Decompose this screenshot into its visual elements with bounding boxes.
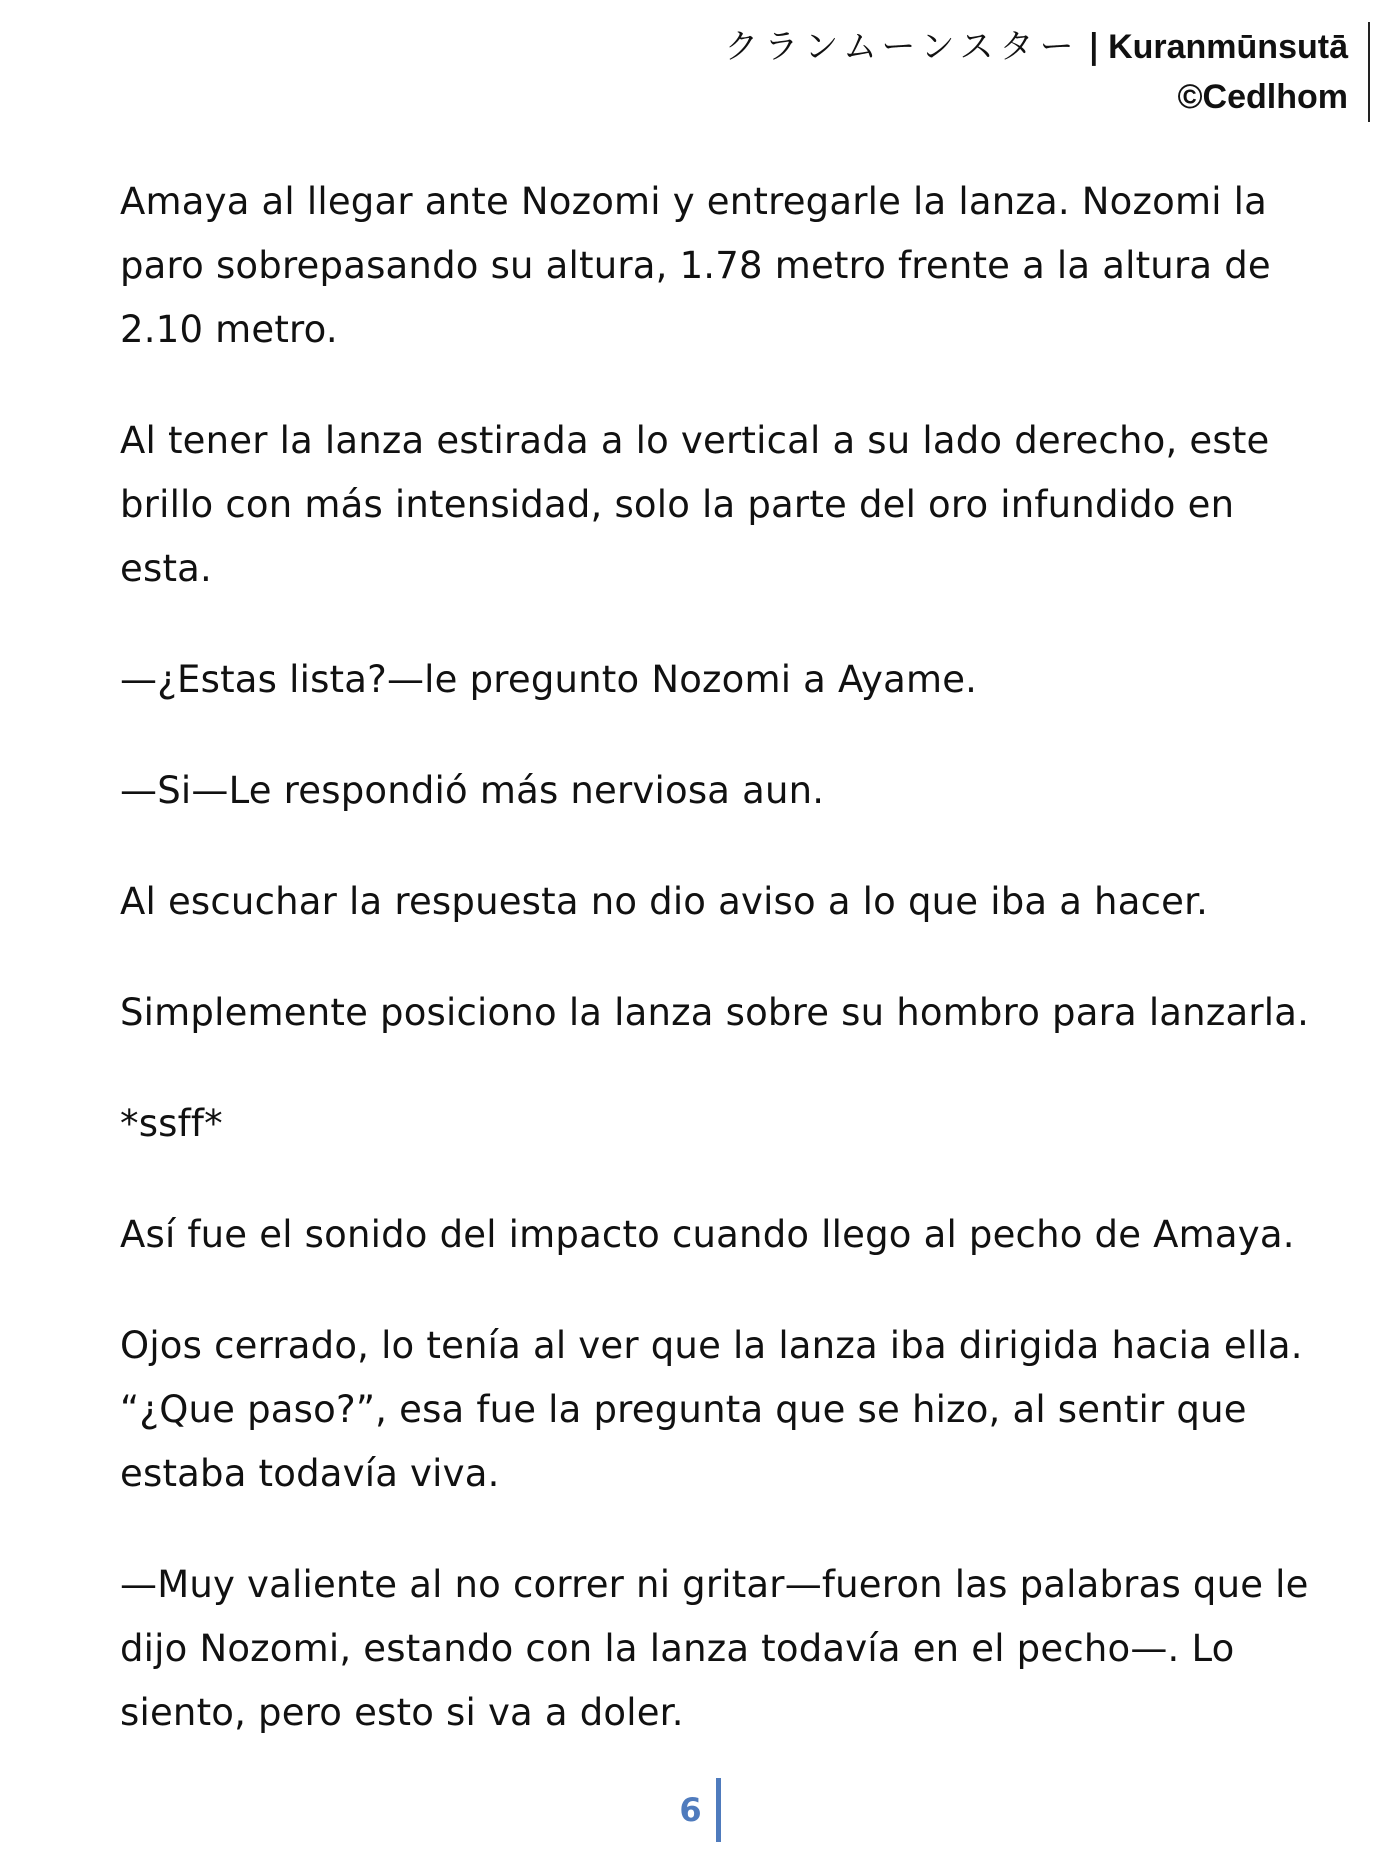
header-separator: |: [1087, 27, 1101, 67]
paragraph: Simplemente posiciono la lanza sobre su hombro para lanzarla.: [120, 991, 1310, 1034]
page-number: 6: [679, 1778, 720, 1842]
header-copyright: ©Cedlhom: [1177, 78, 1348, 116]
paragraph: —Muy valiente al no correr ni gritar—fueron las palabras que le dijo Nozomi, estando con la lanza todavía en el pecho—. Lo siento, pero esto si va a doler.: [120, 1563, 1309, 1734]
paragraph: Ojos cerrado, lo tenía al ver que la lanza iba dirigida hacia ella. “¿Que paso?”, esa fue la pregunta que se hizo, al sentir que estaba todavía viva.: [120, 1324, 1303, 1495]
header-japanese-title: クランムーンスター: [724, 27, 1080, 67]
header-title-line: [724, 22, 1348, 72]
page-footer: [0, 1778, 1400, 1842]
paragraph: —¿Estas lista?—le pregunto Nozomi a Ayame.: [120, 658, 978, 701]
paragraph: —Si—Le respondió más nerviosa aun.: [120, 769, 825, 812]
header-romaji-title: Kuranmūnsutā: [1108, 28, 1348, 66]
paragraph: Así fue el sonido del impacto cuando llego al pecho de Amaya.: [120, 1213, 1295, 1256]
page-header: [724, 22, 1370, 122]
document-body: [120, 170, 1315, 1792]
paragraph: Amaya al llegar ante Nozomi y entregarle la lanza. Nozomi la paro sobrepasando su altura, 1.78 metro frente a la altura de 2.10 metro.: [120, 180, 1271, 351]
paragraph: Al escuchar la respuesta no dio aviso a lo que iba a hacer.: [120, 880, 1209, 923]
paragraph: Al tener la lanza estirada a lo vertical a su lado derecho, este brillo con más intensidad, solo la parte del oro infundido en esta.: [120, 419, 1270, 590]
paragraph: *ssff*: [120, 1102, 223, 1145]
